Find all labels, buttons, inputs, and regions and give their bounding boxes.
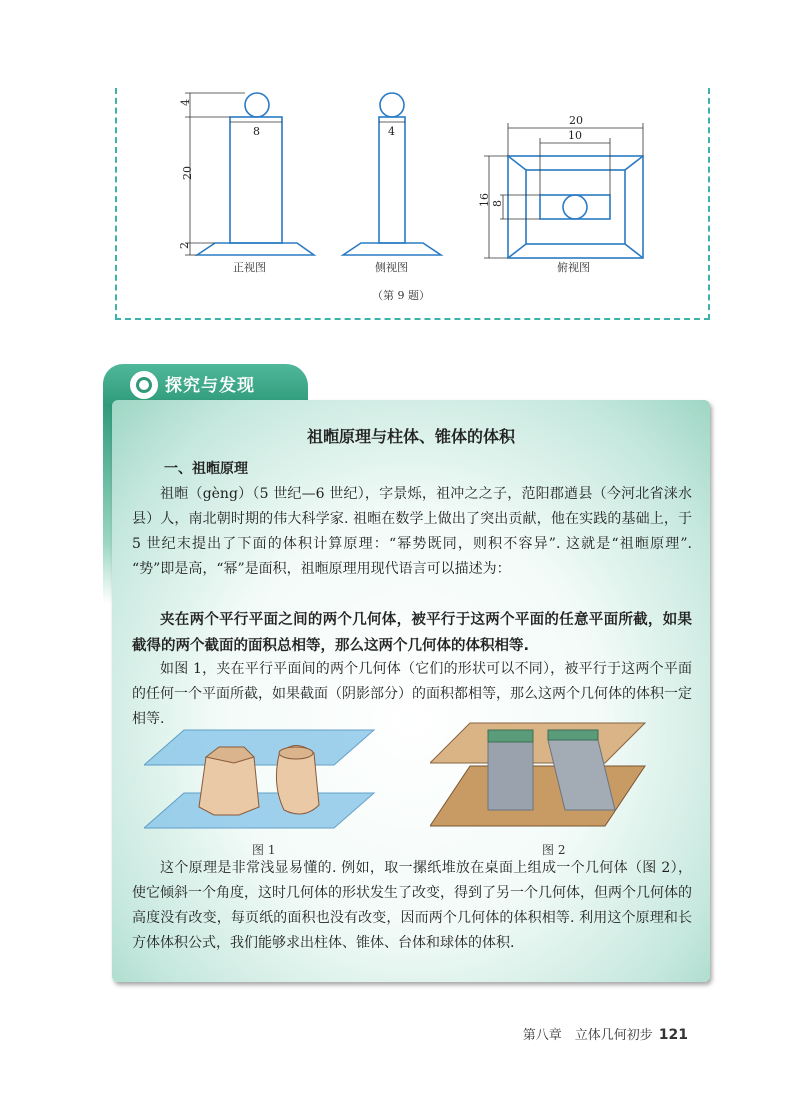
explore-icon: [130, 371, 158, 399]
page-number: 121: [658, 1027, 688, 1043]
dim-front-4: 4: [179, 99, 192, 106]
section-heading: 一、祖暅原理: [164, 461, 248, 477]
explore-header-title: 探究与发现: [165, 376, 255, 396]
dim-side-4: 4: [388, 125, 395, 138]
dim-top-16: 16: [478, 193, 491, 207]
explore-card: [112, 400, 710, 982]
dim-front-20: 20: [181, 166, 194, 180]
page-footer: [523, 1024, 688, 1043]
paragraph-1: 祖暅（gèng）（5 世纪—6 世纪），字景烁，祖冲之之子，范阳郡遒县（今河北省涞水县）人，南北朝时期的伟大科学家. 祖暅在数学上做出了突出贡献，他在实践的基础上，于 5 世纪末提出了下面的体积计算原理：“幂势既同，则积不容异”. 这就是“祖暅原理”. “势”即是高，“幂”是面积，祖暅原理用现代语言可以描述为：: [132, 486, 692, 577]
principle-statement: 夹在两个平行平面之间的两个几何体，被平行于这两个平面的任意平面所截，如果截得的两个截面的面积总相等，那么这两个几何体的体积相等.: [132, 612, 692, 654]
side-view-label: 侧视图: [375, 261, 408, 274]
front-view-label: 正视图: [233, 261, 266, 274]
exercise-figure-box: [115, 88, 710, 320]
figure-1-caption: 图 1: [252, 843, 276, 857]
exercise-caption: （第 9 题）: [372, 289, 430, 302]
figure-2: [430, 718, 650, 833]
three-view-drawing: [117, 88, 712, 320]
chapter-label: 第八章 立体几何初步: [522, 1028, 653, 1043]
dim-front-2: 2: [178, 242, 191, 249]
paragraph-3: 这个原理是非常浅显易懂的. 例如，取一摞纸堆放在桌面上组成一个几何体（图 2），使它倾斜一个角度，这时几何体的形状发生了改变，得到了另一个几何体，但两个几何体的高度没有改变，每页纸的面积也没有改变，因而两个几何体的体积相等. 利用这个原理和长方体体积公式，我们能够求出柱体、锥体、台体和球体的体积.: [132, 860, 692, 951]
dim-top-8: 8: [491, 200, 504, 207]
figure-1: [144, 725, 384, 835]
dim-top-20: 20: [569, 114, 583, 127]
dim-front-8: 8: [253, 125, 260, 138]
paragraph-2: 如图 1，夹在平行平面间的两个几何体（它们的形状可以不同），被平行于这两个平面的任何一个平面所截，如果截面（阴影部分）的面积都相等，那么这两个几何体的体积一定相等.: [132, 661, 692, 727]
figure-2-caption: 图 2: [542, 843, 566, 857]
top-view-label: 俯视图: [557, 261, 590, 274]
dim-top-10: 10: [568, 129, 582, 142]
card-title: 祖暅原理与柱体、锥体的体积: [306, 427, 515, 446]
